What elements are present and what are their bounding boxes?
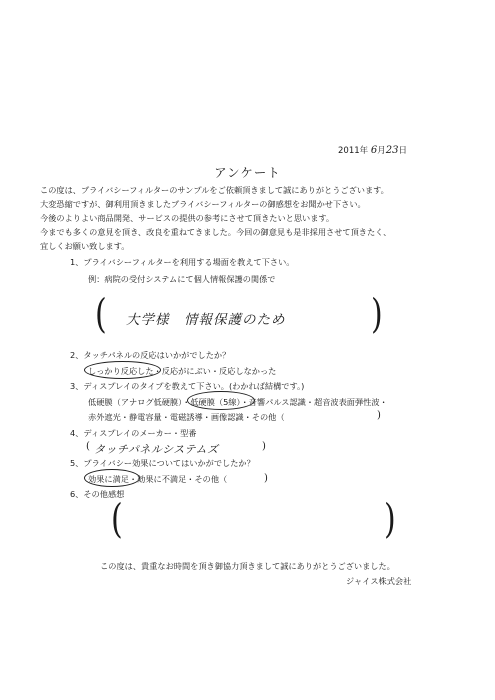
- q5-paren-close: ): [264, 473, 268, 484]
- q2-label: 2、タッチパネルの反応はいかがでしたか？: [70, 350, 231, 360]
- q3-options-line-2: 赤外遮光・静電容量・電磁誘導・画像認識・その他（: [88, 412, 285, 422]
- q1-paren-open: (: [95, 290, 107, 339]
- q6-label: 6、その他感想: [70, 489, 125, 499]
- intro-line-2: 大変恐縮ですが、御利用頂きましたプライバシーフィルターの御感想をお聞かせ下さい。: [40, 199, 366, 209]
- q4-label: 4、ディスプレイのメーカー・型番: [70, 428, 197, 438]
- q6-paren-close: ): [384, 495, 396, 544]
- closing-text: この度は、貴重なお時間を頂き御協力頂きまして誠にありがとうございました。: [100, 561, 395, 571]
- date-day-unit: 日: [398, 146, 407, 156]
- q4-paren-open: (: [86, 441, 90, 452]
- q3-option-selected[interactable]: 低硬膜（5線）: [190, 397, 241, 407]
- q1-paren-close: ): [371, 290, 383, 339]
- q3-option-a: 低硬膜（アナログ低硬膜）・: [88, 397, 191, 407]
- q5-option-selected[interactable]: 効果に満足: [88, 474, 129, 484]
- date-line: [338, 144, 407, 156]
- intro-line-3: 今後のよりよい商品開発、サービスの提供の参考にさせて頂きたいと思います。: [40, 213, 335, 223]
- q5-option-rest: ・効果に不満足・その他（: [128, 474, 228, 484]
- q1-example: 例：病院の受付システムにて個人情報保護の関係で: [88, 274, 276, 284]
- page-title: アンケート: [214, 165, 281, 180]
- intro-line-5: 宜しくお願い致します。: [40, 241, 130, 251]
- q4-paren-close: ): [262, 441, 266, 452]
- q3-label: 3、ディスプレイのタイプを教えて下さい。(わかれば結構です。): [70, 381, 305, 391]
- q2-selection-circle: [84, 361, 161, 379]
- date-month: 6: [370, 145, 378, 156]
- q5-selection-circle: [84, 469, 140, 487]
- q3-option-b: ・音響パルス認識・超音波表面弾性波・: [240, 397, 388, 407]
- company-name: ジャイス株式会社: [346, 576, 412, 586]
- q2-option-good[interactable]: しっかり反応した: [88, 366, 154, 376]
- q3-selection-circle: [187, 391, 255, 410]
- q5-label: 5、プライバシー効果についてはいかがでしたか？: [70, 458, 255, 468]
- q3-paren-close: ): [377, 410, 381, 421]
- q2-option-rest: ・反応がにぶい・反応しなかった: [153, 366, 277, 376]
- q4-answer: タッチパネルシステムズ: [94, 443, 219, 456]
- intro-line-1: この度は、プライバシーフィルターのサンプルをご依頼頂きまして誠にありがとうございます。: [40, 185, 389, 195]
- date-day: 23: [385, 145, 399, 156]
- intro-line-4: 今までも多くの意見を頂き、改良を重ねてきました。今回の御意見も是非採用させて頂きたく、: [40, 227, 392, 237]
- q1-label: 1、プライバシーフィルターを利用する場面を教えて下さい。: [70, 257, 295, 267]
- q1-answer: 大学様 情報保護のため: [126, 312, 286, 328]
- date-year: 2011年: [338, 146, 369, 156]
- q6-paren-open: (: [111, 495, 123, 544]
- date-month-unit: 月: [377, 146, 386, 156]
